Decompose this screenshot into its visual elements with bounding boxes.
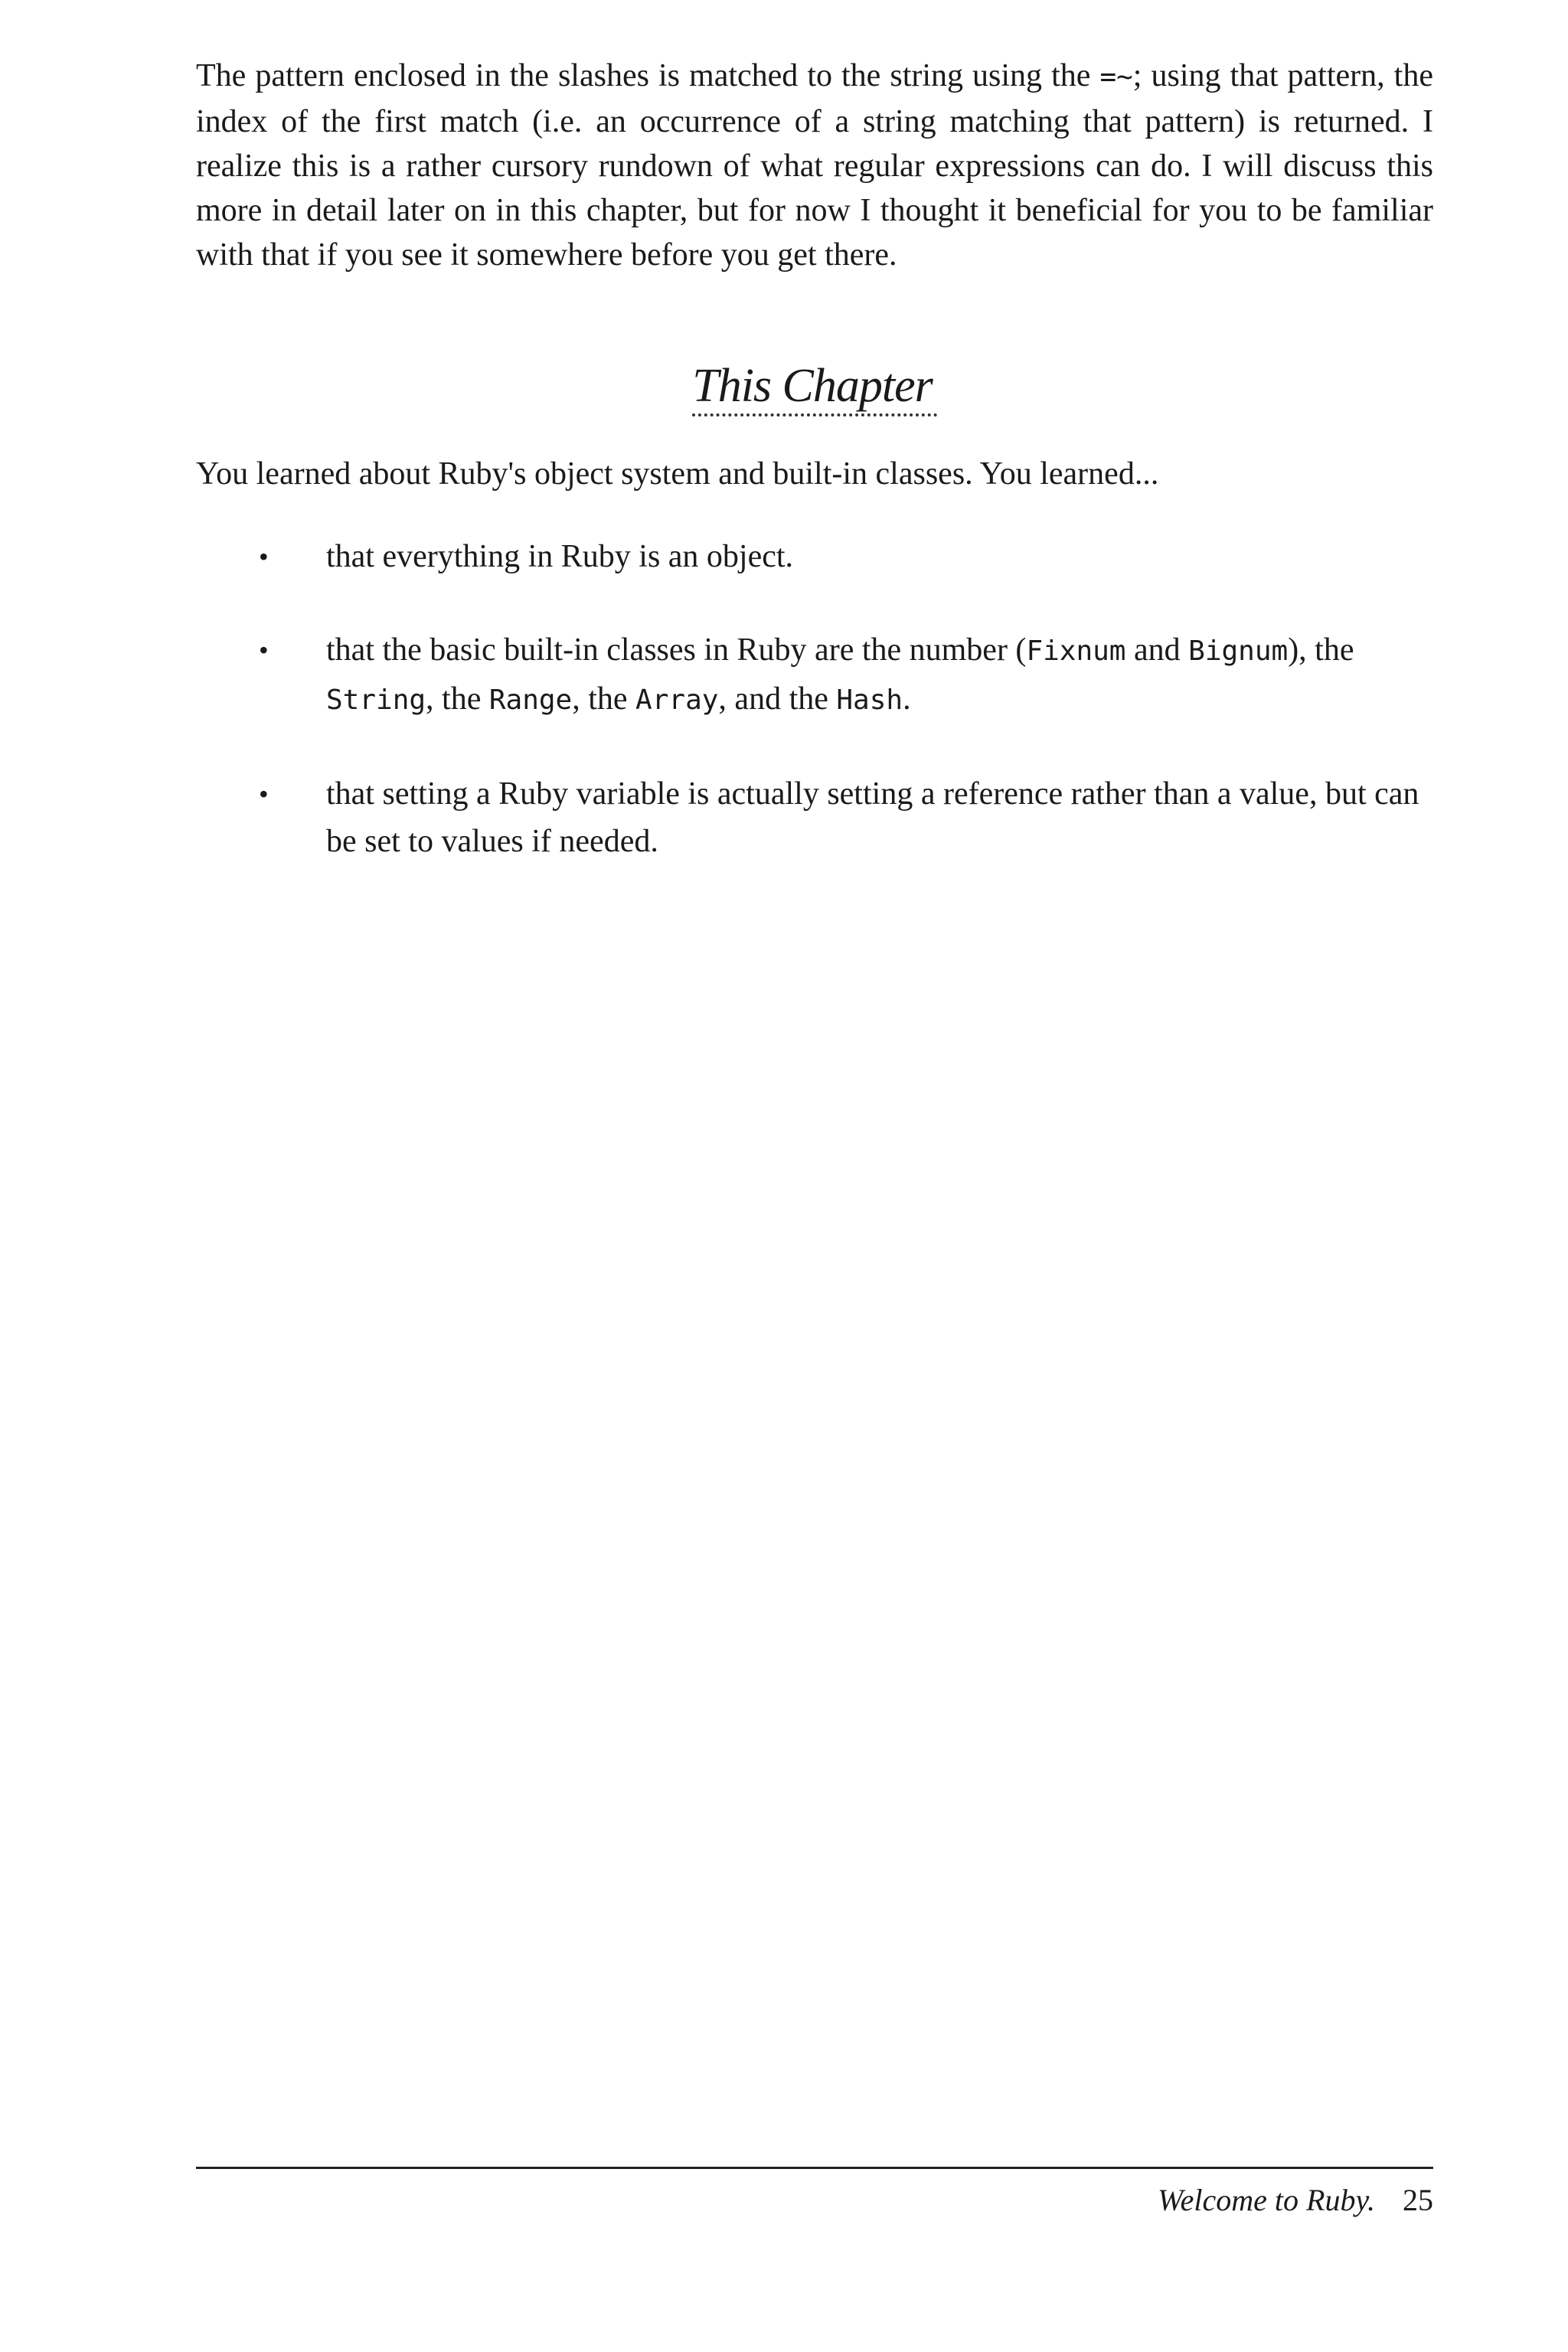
list-item bbox=[196, 533, 1433, 580]
list-item-text: , and the bbox=[718, 681, 837, 717]
list-item-text: that the basic built-in classes in Ruby are the number ( bbox=[326, 632, 1027, 668]
list-item bbox=[196, 770, 1433, 865]
body-paragraph bbox=[196, 54, 1433, 277]
paragraph-text: ; using that pattern, the index of the first match (i.e. an occurrence of a string matching that pattern) is returned. I realize this is a rather cursory rundown of what regular expressions can do. I will discuss this more in detail later on in this chapter, but for now I thought it beneficial for you to be familiar with that if you see it somewhere before you get there. bbox=[196, 58, 1433, 273]
page-body bbox=[196, 54, 1433, 911]
class-name-code: String bbox=[326, 684, 426, 716]
section-title: This Chapter bbox=[692, 358, 937, 416]
section-heading bbox=[196, 358, 1433, 420]
list-item-text: and bbox=[1125, 632, 1189, 668]
list-item-text: that everything in Ruby is an object. bbox=[326, 539, 794, 574]
list-item bbox=[196, 626, 1433, 724]
match-operator-code: =~ bbox=[1099, 61, 1133, 93]
class-name-code: Fixnum bbox=[1026, 635, 1126, 667]
list-item-text: ), the bbox=[1288, 632, 1354, 668]
bullet-icon: • bbox=[259, 541, 269, 572]
list-item-text: , the bbox=[426, 681, 489, 717]
list-item-text: . bbox=[903, 681, 911, 717]
running-footer-title: Welcome to Ruby. bbox=[1157, 2183, 1375, 2217]
class-name-code: Hash bbox=[836, 684, 903, 716]
class-name-code: Bignum bbox=[1188, 635, 1289, 667]
paragraph-text: The pattern enclosed in the slashes is matched to the string using the bbox=[196, 58, 1100, 93]
bullet-icon: • bbox=[259, 779, 269, 809]
list-item-text: that setting a Ruby variable is actually setting a reference rather than a value, but can be set to values if needed. bbox=[326, 776, 1419, 859]
summary-list bbox=[196, 533, 1433, 865]
page-number: 25 bbox=[1403, 2183, 1433, 2217]
footer-divider bbox=[196, 2167, 1433, 2169]
class-name-code: Range bbox=[488, 684, 573, 716]
class-name-code: Array bbox=[635, 684, 719, 716]
list-item-text: , the bbox=[572, 681, 636, 717]
bullet-icon: • bbox=[259, 635, 269, 665]
section-intro: You learned about Ruby's object system and built-in classes. You learned... bbox=[196, 456, 1159, 492]
page-footer bbox=[196, 2179, 1433, 2222]
